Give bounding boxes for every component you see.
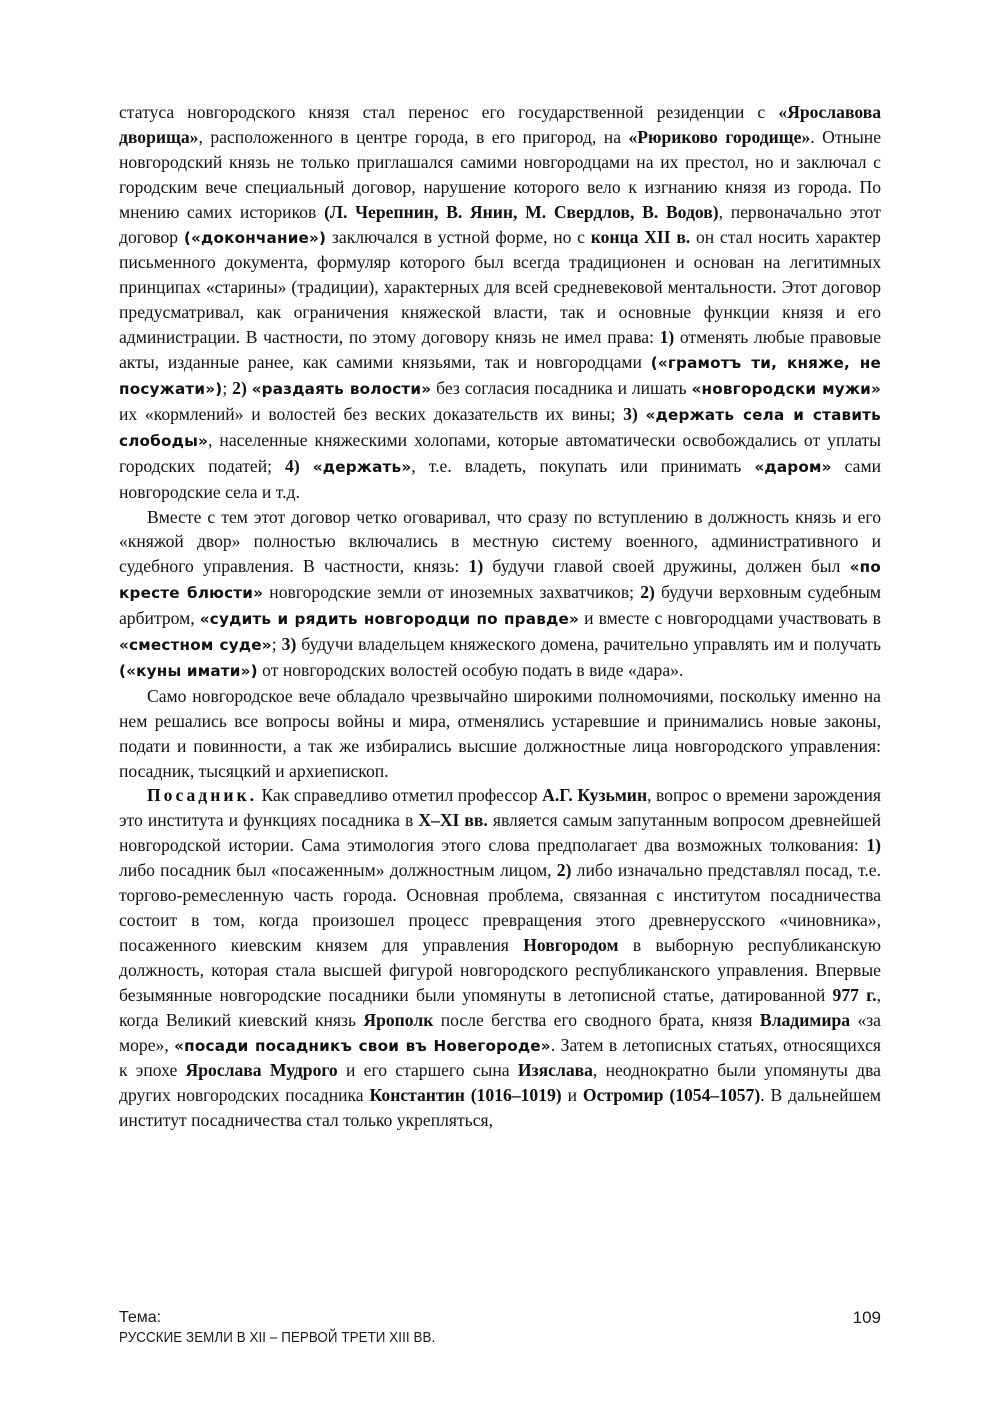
bold-term: X–XI вв. [418,810,488,831]
paragraph: Само новгородское вече обладало чрезвычайно широкими полномочиями, поскольку именно на нем решались все вопросы войны и мира, отменялись устаревшие и принимались новые законы, подати и повинности, а так же избирались высшие должностные лица новгородского управления: посадник, тысяцкий и архиепископ. [119,685,881,781]
bold-term: 3) [281,634,297,655]
paragraph: статуса новгородского князя стал перенос его государственной резиденции с «Ярославова дворища», расположенного в центре города, в его пригород, на «Рюриково городище». Отныне новгородский князь не только приглашался самими новгородцами на их престол, но и заключал с городским вече специальный договор, нарушение которого вело к изгнанию князя из города. По мнению самих историков (Л. Черепнин, В. Янин, М. Свердлов, В. Водов), первоначально этот договор («докончание») заключался в устной форме, но с конца XII в. он стал носить характер письменного документа, формуляр которого был всегда традиционен и основан на легитимных принципах «старины» (традиции), характерных для всей средневековой ментальности. Этот договор предусматривал, как ограничения княжеской власти, так и основные функции князя и его администрации. В частности, по этому договору князь не имел права: 1) отменять любые правовые акты, изданные ранее, как самими князьями, так и новгородцами («грамотъ ти, княже, не посужати»); 2) «раздаять волости» без согласия посадника и лишать «новгородски мужи» их «кормлений» и волостей без веских доказательств их вины; 3) «держать села и ставить слободы», населенные княжескими холопами, которые автоматически освобождались от уплаты городских податей; 4) «держать», т.е. владеть, покупать или принимать «даром» сами новгородские села и т.д. [119,102,882,502]
old-russian-quote: «держать» [312,457,412,476]
old-russian-quote: («докончание») [183,228,327,247]
old-russian-quote: («грамотъ ти, княже, не посужати») [119,354,881,398]
old-russian-quote: «новгородски мужи» [691,379,881,398]
old-russian-quote: «по кресте блюсти» [119,558,881,603]
old-russian-quote: «сместном суде» [119,636,272,655]
old-russian-quote: «судить и рядить новгородци по правде» [199,610,579,629]
paragraph: Вместе с тем этот договор четко оговаривал, что сразу по вступлению в должность князь и его «княжой двор» полностью включались в местную систему военного, административного и судебного управления. В частности, князь: 1) будучи главой своей дружины, должен был «по кресте блюсти» новгородские земли от иноземных захватчиков; 2) будучи верховным судебным арбитром, «судить и рядить новгородци по правде» и вместе с новгородцами участвовать в «сместном суде»; 3) будучи владельцем княжеского домена, рачительно управлять им и получать («куны имати») от новгородских волостей особую подать в виде «дара». [119,506,881,680]
page-number: 109 [852,1308,881,1327]
old-russian-quote: «раздаять волости» [251,379,432,398]
bold-term: 2) [640,582,655,603]
bold-term: 1) [468,556,484,577]
bold-term: (Л. Черепнин, В. Янин, М. Свердлов, В. Водов) [324,201,719,222]
bold-term: Ярослава Мудрого [185,1060,338,1081]
paragraph: Посадник. Как справедливо отметил профессор А.Г. Кузьмин, вопрос о времени зарождения это института и функциях посадника в X–XI вв. является самым запутанным вопросом древнейшей новгородской истории. Сама этимология этого слова предполагает два возможных толкования: 1) либо посадник был «посаженным» должностным лицом, 2) либо изначально представлял посад, т.е. торгово-ремесленную часть города. Основная проблема, связанная с институтом посадничества состоит в том, когда произошел процесс превращения этого древнерусского «чиновника», посаженного киевским князем для управления Новгородом в выборную республиканскую должность, которая стала высшей фигурой новгородского республиканского управления. Впервые безымянные новгородские посадники были упомянуты в летописной статье, датированной 977 г., когда Великий киевский князь Ярополк после бегства его сводного брата, князя Владимира «за море», «посади посадникъ свои въ Новегороде». Затем в летописных статьях, относящихся к эпохе Ярослава Мудрого и его старшего сына Изяслава, неоднократно были упомянуты два других новгородских посадника Константин (1016–1019) и Остромир (1054–1057). В дальнейшем институт посадничества стал только укрепляться, [119,785,882,1131]
old-russian-quote: «держать села и ставить слободы» [119,405,881,450]
bold-term: 1) [866,835,881,856]
bold-term: конца XII в. [590,226,691,247]
bold-term: Новгородом [523,934,619,955]
bold-term: 1) [659,327,675,348]
bold-term: «Рюриково городище» [628,126,811,147]
old-russian-quote: («куны имати») [119,661,258,680]
page-content [119,100,881,1133]
bold-term: 3) [623,403,638,424]
bold-term: Изяслава [517,1060,593,1081]
old-russian-quote: «посади посадникъ свои въ Новегороде» [174,1036,551,1055]
text-body [119,100,881,1133]
bold-term: 2) [232,377,247,398]
bold-term: «Ярославова дворища» [119,102,881,147]
bold-term: 977 г. [832,984,877,1005]
bold-term: Владимира [759,1009,851,1030]
topic-label: Тема: [119,1309,162,1326]
bold-term: Ярополк [363,1009,434,1030]
bold-term: А.Г. Кузьмин [542,785,648,806]
bold-term: Константин (1016–1019) [369,1085,562,1106]
topic-title: РУССКИЕ ЗЕМЛИ В XII – ПЕРВОЙ ТРЕТИ XIII ВВ. [119,1330,436,1346]
page-footer [119,1308,881,1348]
old-russian-quote: «даром» [754,457,832,476]
bold-term: 4) [285,455,300,476]
section-term: Посадник. [147,785,258,806]
bold-term: Остромир (1054–1057) [582,1085,761,1106]
bold-term: 2) [556,860,572,881]
